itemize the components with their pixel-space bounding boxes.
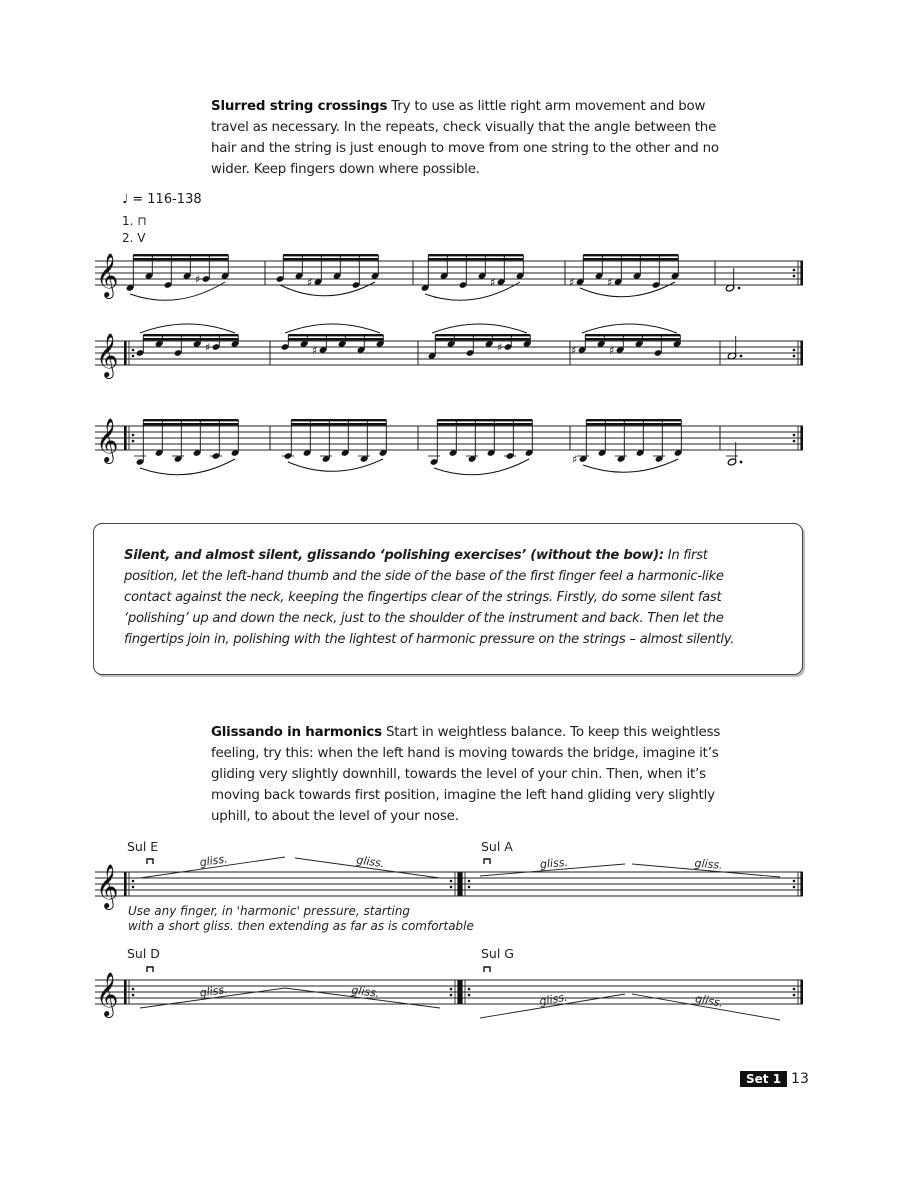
gliss-label: gliss. xyxy=(350,983,381,1001)
beam xyxy=(437,419,532,421)
gliss-staff-system-2 xyxy=(0,958,900,1038)
beam xyxy=(143,338,238,340)
music-staff-system-3 xyxy=(0,410,900,470)
down-bow-icon xyxy=(147,967,153,972)
beam xyxy=(583,254,678,256)
slur xyxy=(432,324,527,333)
slur xyxy=(434,459,529,475)
sul-g-label: Sul G xyxy=(481,946,514,961)
section-slurred-string-crossings xyxy=(211,96,731,180)
beam xyxy=(428,258,523,260)
beam xyxy=(143,419,238,421)
tempo-marking: ♩ = 116-138 xyxy=(122,192,202,207)
down-bow-icon xyxy=(484,967,490,972)
beam xyxy=(288,334,383,336)
beam xyxy=(586,423,681,425)
page-footer xyxy=(740,1071,809,1087)
page-number: 13 xyxy=(791,1071,809,1087)
sharp-icon: ♯ xyxy=(490,276,496,289)
repeat-end-thick xyxy=(800,980,803,1004)
gliss-label: gliss. xyxy=(538,990,569,1008)
repeat-dot xyxy=(132,994,135,997)
beam xyxy=(143,334,238,336)
treble-clef-icon: 𝄞 xyxy=(96,253,119,297)
slur xyxy=(280,282,375,296)
beam xyxy=(143,423,238,425)
repeat-dot xyxy=(793,880,796,883)
slur xyxy=(288,459,383,471)
repeat-dot xyxy=(450,880,453,883)
gliss-label: gliss. xyxy=(694,856,724,872)
treble-clef-icon: 𝄞 xyxy=(96,333,119,377)
repeat-dot xyxy=(468,994,471,997)
bowing-second: 2. V xyxy=(122,231,146,245)
dot xyxy=(740,461,743,464)
slur xyxy=(285,324,380,333)
sul-d-label: Sul D xyxy=(127,946,160,961)
repeat-dot xyxy=(132,880,135,883)
repeat-dot xyxy=(793,275,796,278)
sharp-icon: ♯ xyxy=(571,344,577,357)
sharp-icon: ♯ xyxy=(312,344,318,357)
beam xyxy=(585,334,680,336)
beam xyxy=(283,258,378,260)
repeat-dot xyxy=(793,440,796,443)
sharp-icon: ♯ xyxy=(607,276,613,289)
sharp-icon: ♯ xyxy=(497,341,503,354)
beam xyxy=(133,254,228,256)
repeat-end-thick xyxy=(800,261,803,285)
beam xyxy=(586,419,681,421)
repeat-dot xyxy=(450,994,453,997)
repeat-dot xyxy=(132,886,135,889)
repeat-dot xyxy=(132,988,135,991)
repeat-dot xyxy=(793,355,796,358)
repeat-dot xyxy=(132,434,135,437)
gliss-label: gliss. xyxy=(694,992,725,1010)
slur xyxy=(583,459,678,472)
tip-heading: Silent, and almost silent, glissando ‘polishing exercises’ (without the bow): xyxy=(124,548,664,563)
sharp-icon: ♯ xyxy=(205,341,211,354)
repeat-start-thick xyxy=(124,980,127,1004)
beam xyxy=(288,338,383,340)
sul-e-label: Sul E xyxy=(127,839,159,854)
instruction-line-2: with a short gliss. then extending as far as is comfortable xyxy=(128,919,474,933)
repeat-end-thick xyxy=(800,426,803,450)
sharp-icon: ♯ xyxy=(307,276,313,289)
instruction-line-1: Use any finger, in 'harmonic' pressure, starting xyxy=(128,904,411,918)
repeat-dot xyxy=(450,886,453,889)
slur xyxy=(580,282,675,297)
beam xyxy=(583,258,678,260)
gliss-label: gliss. xyxy=(539,855,569,871)
beam xyxy=(283,254,378,256)
dot xyxy=(738,287,741,290)
repeat-dot xyxy=(468,988,471,991)
repeat-start-thick xyxy=(460,980,463,1004)
treble-clef-icon: 𝄞 xyxy=(96,418,119,462)
dot xyxy=(740,355,743,358)
tip-text xyxy=(124,545,764,650)
section-body: Try to use as little right arm movement and bow travel as necessary. In the repeats, check visually that the angle between the hair and the string is just enough to move from one string to the other and no wider. Keep fingers down where possible. xyxy=(211,99,719,177)
repeat-dot xyxy=(793,886,796,889)
repeat-start-thick xyxy=(124,426,127,450)
set-badge: Set 1 xyxy=(740,1071,787,1087)
section-body: Start in weightless balance. To keep this weightless feeling, try this: when the left hand is moving towards the bridge, imagine it’s gliding very slightly downhill, towards the level of your chin. Then, when it’s moving back towards first position, imagine the left hand gliding very slightly uphill, to about the level of your nose. xyxy=(211,725,721,824)
repeat-start-thick xyxy=(460,872,463,896)
beam xyxy=(291,419,386,421)
beam xyxy=(585,338,680,340)
beam xyxy=(437,423,532,425)
beam xyxy=(428,254,523,256)
section-heading: Slurred string crossings xyxy=(211,99,388,114)
bowing-first: 1. ⊓ xyxy=(122,214,147,228)
treble-clef-icon: 𝄞 xyxy=(96,972,119,1016)
beam xyxy=(435,338,530,340)
repeat-dot xyxy=(793,349,796,352)
repeat-end-thick xyxy=(800,872,803,896)
gliss-instruction xyxy=(128,904,474,934)
sul-a-label: Sul A xyxy=(481,839,513,854)
repeat-start-thick xyxy=(124,341,127,365)
section-heading: Glissando in harmonics xyxy=(211,725,382,740)
sharp-icon: ♯ xyxy=(195,273,201,286)
down-bow-icon xyxy=(147,859,153,864)
treble-clef-icon: 𝄞 xyxy=(96,864,119,908)
down-bow-icon xyxy=(484,859,490,864)
beam xyxy=(435,334,530,336)
sharp-icon: ♯ xyxy=(609,344,615,357)
repeat-dot xyxy=(132,440,135,443)
gliss-label: gliss. xyxy=(355,853,386,871)
music-staff-system-2 xyxy=(0,325,900,385)
repeat-dot xyxy=(793,994,796,997)
repeat-dot xyxy=(793,988,796,991)
sharp-icon: ♯ xyxy=(572,453,578,466)
repeat-dot xyxy=(793,434,796,437)
repeat-dot xyxy=(468,886,471,889)
tip-body: In first position, let the left-hand thumb and the side of the base of the first finger feel a harmonic-like contact against the neck, keeping the fingertips clear of the strings. Firstly, do some silent fast ‘polishing’ up and down the neck, just to the shoulder of the instrument and back. Then let the fingertips join in, polishing with the lightest of harmonic pressure on the strings – almost silently. xyxy=(124,548,735,647)
repeat-start-thick xyxy=(124,872,127,896)
repeat-end-thick xyxy=(457,872,460,896)
repeat-dot xyxy=(468,880,471,883)
slur xyxy=(140,324,235,333)
beam xyxy=(291,423,386,425)
beam xyxy=(133,258,228,260)
slur xyxy=(140,459,235,475)
repeat-end-thick xyxy=(800,341,803,365)
repeat-dot xyxy=(450,988,453,991)
repeat-end-thick xyxy=(457,980,460,1004)
music-staff-system-1 xyxy=(0,245,900,305)
gliss-label: gliss. xyxy=(198,852,229,870)
slur xyxy=(582,324,677,333)
repeat-dot xyxy=(132,349,135,352)
section-glissando-harmonics xyxy=(211,722,731,827)
repeat-dot xyxy=(132,355,135,358)
repeat-dot xyxy=(793,269,796,272)
sharp-icon: ♯ xyxy=(569,276,575,289)
gliss-label: gliss. xyxy=(198,982,229,1000)
